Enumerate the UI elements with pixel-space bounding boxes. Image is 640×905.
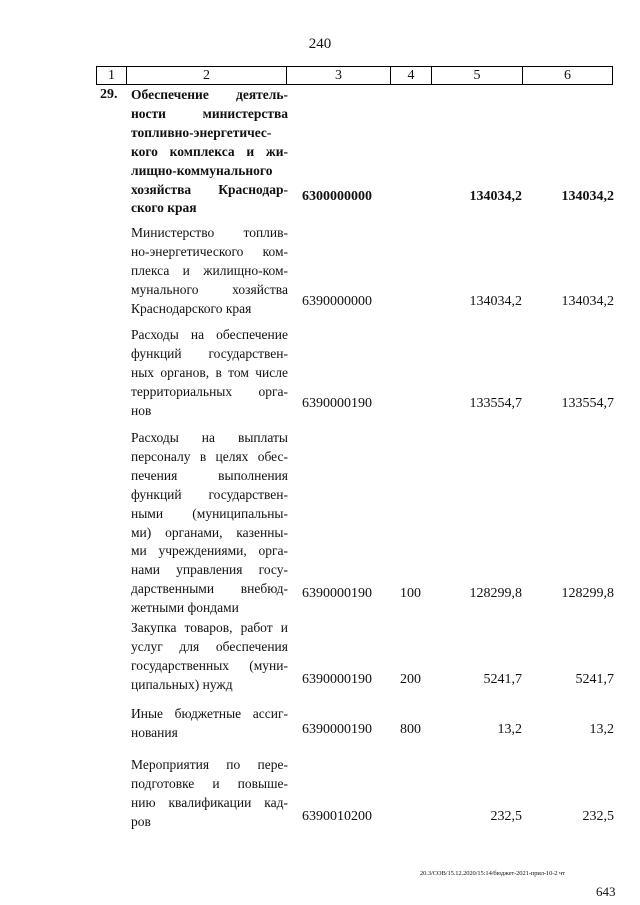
description-line: печения выполнения bbox=[131, 467, 288, 483]
description-line: функций государствен- bbox=[131, 345, 288, 361]
target-code: 6390000190 bbox=[302, 396, 372, 411]
column-header-3: 3 bbox=[287, 66, 391, 85]
description-line: государственных (муни- bbox=[131, 657, 288, 673]
description-line: дарственными внебюд- bbox=[131, 581, 288, 597]
amount-col5: 13,2 bbox=[497, 722, 522, 737]
description-line: мунального хозяйства bbox=[131, 281, 288, 297]
amount-col5: 128299,8 bbox=[469, 586, 522, 601]
amount-col5: 5241,7 bbox=[483, 672, 522, 687]
description-line: ров bbox=[131, 813, 151, 829]
amount-col5: 134034,2 bbox=[469, 189, 522, 204]
description-line: ных органов, в том числе bbox=[131, 364, 288, 380]
expense-type: 800 bbox=[400, 722, 421, 737]
column-header-2: 2 bbox=[127, 66, 287, 85]
description-line: плекса и жилищно-ком- bbox=[131, 262, 288, 278]
description-line: Закупка товаров, работ и bbox=[131, 620, 288, 635]
row-number: 29. bbox=[100, 87, 118, 102]
description-line: Расходы на обеспечение bbox=[131, 327, 288, 342]
description-line: топливно-энергетичес- bbox=[131, 124, 272, 140]
description-line: кого комплекса и жи- bbox=[131, 143, 288, 159]
description-line: нами управления госу- bbox=[131, 562, 288, 578]
description-line: персоналу в целях обес- bbox=[131, 448, 288, 464]
amount-col6: 232,5 bbox=[582, 809, 614, 824]
description-line: лищно-коммунального bbox=[131, 162, 273, 178]
column-header-4: 4 bbox=[391, 66, 432, 85]
row-description bbox=[131, 619, 288, 695]
target-code: 6390000000 bbox=[302, 294, 372, 309]
expense-type: 100 bbox=[400, 586, 421, 601]
amount-col6: 134034,2 bbox=[561, 294, 614, 309]
document-footer-code: 20.3/СОВ/15.12.2020/15:14/бюджет-2021-прил-10-2 чт bbox=[420, 870, 565, 877]
description-line: но-энергетического ком- bbox=[131, 243, 288, 259]
description-line: ми) органами, казенны- bbox=[131, 524, 288, 540]
target-code: 6300000000 bbox=[302, 189, 372, 204]
description-line: Министерство топлив- bbox=[131, 225, 288, 240]
target-code: 6390010200 bbox=[302, 809, 372, 824]
target-code: 6390000190 bbox=[302, 586, 372, 601]
row-description bbox=[131, 224, 288, 319]
amount-col6: 13,2 bbox=[589, 722, 614, 737]
description-line: ского края bbox=[131, 200, 197, 216]
description-line: нов bbox=[131, 402, 152, 418]
row-description bbox=[131, 756, 288, 832]
description-line: Краснодарского края bbox=[131, 300, 252, 316]
amount-col6: 5241,7 bbox=[575, 672, 614, 687]
description-line: Расходы на выплаты bbox=[131, 430, 288, 445]
target-code: 6390000190 bbox=[302, 722, 372, 737]
description-line: функций государствен- bbox=[131, 486, 288, 502]
column-header-1: 1 bbox=[96, 66, 127, 85]
row-description bbox=[131, 429, 288, 618]
description-line: ципальных) нужд bbox=[131, 676, 233, 692]
amount-col6: 133554,7 bbox=[561, 396, 614, 411]
description-line: жетными фондами bbox=[131, 600, 239, 616]
amount-col6: 128299,8 bbox=[561, 586, 614, 601]
description-line: ными (муниципальны- bbox=[131, 505, 288, 521]
description-line: ности министерства bbox=[131, 105, 288, 121]
expense-type: 200 bbox=[400, 672, 421, 687]
row-description bbox=[131, 705, 288, 743]
page-number-top: 240 bbox=[308, 36, 332, 52]
amount-col5: 232,5 bbox=[490, 809, 522, 824]
description-line: услуг для обеспечения bbox=[131, 638, 288, 654]
description-line: Иные бюджетные ассиг- bbox=[131, 706, 288, 721]
description-line: нию квалификации кад- bbox=[131, 794, 288, 810]
description-line: хозяйства Краснодар- bbox=[131, 181, 288, 197]
row-description bbox=[131, 86, 288, 218]
description-line: Обеспечение деятель- bbox=[131, 87, 288, 102]
amount-col5: 134034,2 bbox=[469, 294, 522, 309]
column-header-6: 6 bbox=[523, 66, 613, 85]
amount-col6: 134034,2 bbox=[561, 189, 614, 204]
column-header-5: 5 bbox=[432, 66, 523, 85]
description-line: ми учреждениями, орга- bbox=[131, 543, 288, 559]
description-line: нования bbox=[131, 724, 178, 740]
row-description bbox=[131, 326, 288, 421]
target-code: 6390000190 bbox=[302, 672, 372, 687]
description-line: подготовке и повыше- bbox=[131, 775, 288, 791]
amount-col5: 133554,7 bbox=[469, 396, 522, 411]
page-number-bottom: 643 bbox=[596, 884, 616, 899]
description-line: территориальных орга- bbox=[131, 383, 288, 399]
description-line: Мероприятия по пере- bbox=[131, 757, 288, 772]
